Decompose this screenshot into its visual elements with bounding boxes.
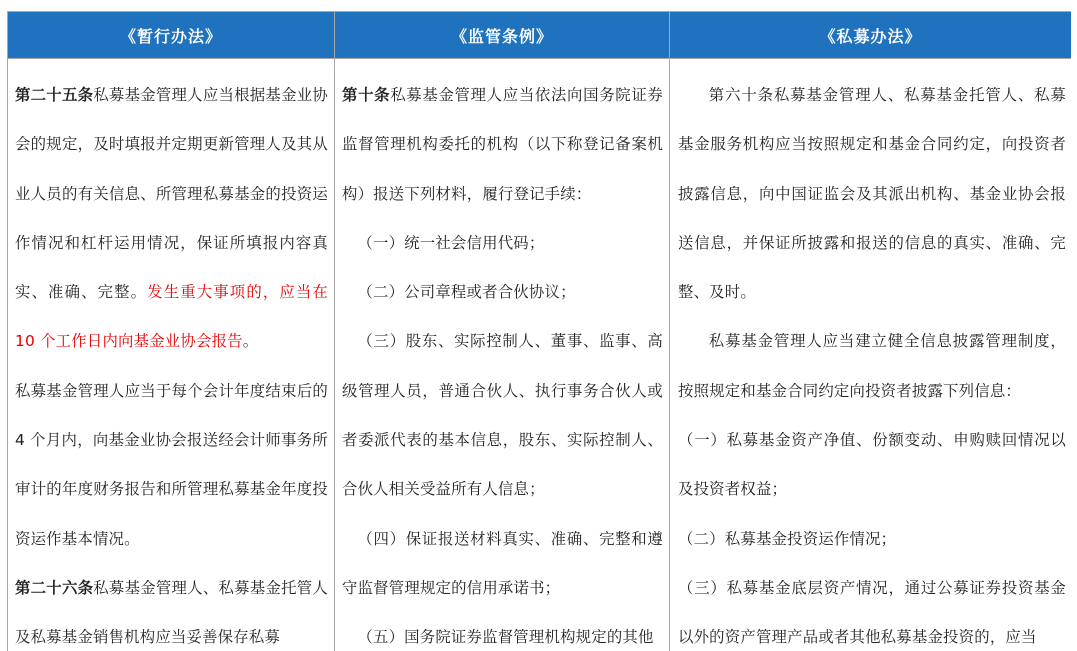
article-60: 第六十条私募基金管理人、私募基金托管人、私募基金服务机构应当按照规定和基金合同约定，向投资者披露信息，向中国证监会及其派出机构、基金业协会报送信息，并保证所披露和报送的信息的真实、准确、完整、及时。 <box>678 86 1066 302</box>
article-25-paragraph-2: 私募基金管理人应当于每个会计年度结束后的 4 个月内，向基金业协会报送经会计师事务所审计的年度财务报告和所管理私募基金年度投资运作基本情况。 <box>15 381 328 548</box>
list-item: （四）保证报送材料真实、准确、完整和遵守监督管理规定的信用承诺书； <box>342 529 663 597</box>
list-item: （二）公司章程或者合伙协议； <box>357 283 576 302</box>
column-body <box>8 59 334 651</box>
column-header: 《暂行办法》 <box>8 12 334 59</box>
article-text: 私募基金管理人应当依法向国务院证券监督管理机构委托的机构（以下称登记备案机构）报送下列材料，履行登记手续： <box>342 86 663 203</box>
column-private-fund-measures <box>670 12 1071 651</box>
article-number: 第十条 <box>342 86 391 104</box>
article-26 <box>15 564 328 651</box>
list-item: （三）股东、实际控制人、董事、监事、高级管理人员，普通合伙人、执行事务合伙人或者委派代表的基本信息，股东、实际控制人、合伙人相关受益所有人信息； <box>342 332 663 499</box>
article-25 <box>15 71 328 367</box>
column-body <box>335 59 669 651</box>
regulation-comparison-table <box>7 11 1071 651</box>
list-item: （一）统一社会信用代码； <box>357 233 545 252</box>
list-item: （一）私募基金资产净值、份额变动、申购赎回情况以及投资者权益； <box>678 431 1066 499</box>
article-text: 私募基金管理人、私募基金托管人及私募基金销售机构应当妥善保存私募 <box>15 578 328 647</box>
column-supervision-regulations <box>335 12 670 651</box>
column-header: 《私募办法》 <box>670 12 1071 59</box>
article-60-paragraph-2: 私募基金管理人应当建立健全信息披露管理制度，按照规定和基金合同约定向投资者披露下列信息： <box>678 332 1066 400</box>
article-text-end: 。 <box>242 332 259 351</box>
list-item: （二）私募基金投资运作情况； <box>678 529 897 548</box>
column-interim-measures <box>8 12 335 651</box>
list-item: （三）私募基金底层资产情况，通过公募证券投资基金以外的资产管理产品或者其他私募基金投资的，应当 <box>678 578 1066 647</box>
column-header: 《监管条例》 <box>335 12 669 59</box>
article-10 <box>342 71 663 219</box>
column-body <box>670 59 1071 651</box>
article-text: 私募基金管理人应当根据基金业协会的规定，及时填报并定期更新管理人及其从业人员的有关信息、所管理私募基金的投资运作情况和杠杆运用情况，保证所填报内容真实、准确、完整。 <box>15 86 328 302</box>
highlighted-requirement: 发生重大事项的，应当在 10 个工作日内向基金业协会报告 <box>15 283 328 351</box>
list-item: （五）国务院证券监督管理机构规定的其他 <box>357 628 654 647</box>
article-number: 第二十五条 <box>15 86 94 104</box>
article-number: 第二十六条 <box>15 578 94 597</box>
